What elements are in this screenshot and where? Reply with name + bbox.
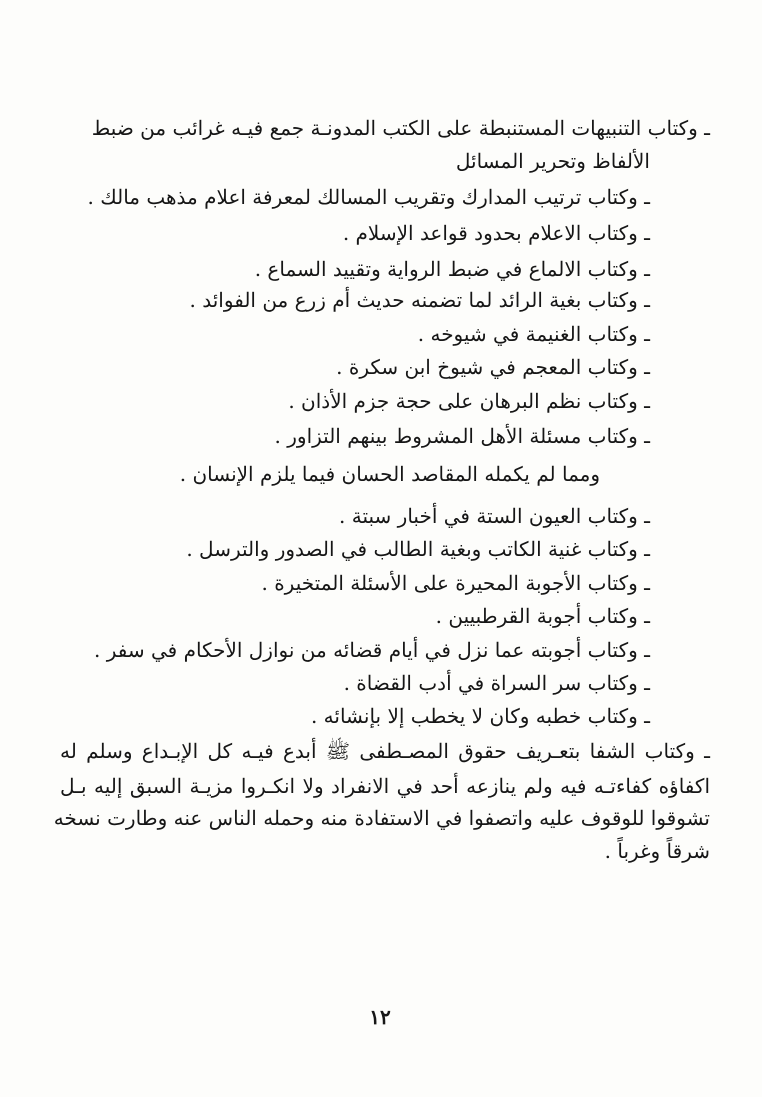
list-item: ـ وكتاب الاعلام بحدود قواعد الإسلام . [342, 221, 650, 245]
list-item: ـ وكتاب غنية الكاتب وبغية الطالب في الصدور والترسل . [186, 537, 650, 561]
list-item: ـ وكتاب الأجوبة المحيرة على الأسئلة المتخيرة . [261, 571, 650, 595]
list-item: ـ وكتاب الغنيمة في شيوخه . [417, 322, 650, 346]
list-item: ـ وكتاب مسئلة الأهل المشروط بينهم التزاور . [274, 424, 650, 448]
list-item: ـ وكتاب سر السراة في أدب القضاة . [343, 671, 650, 695]
list-item: ـ وكتاب العيون الستة في أخبار سبتة . [339, 504, 650, 528]
paragraph-line: شرقاً وغرباً . [604, 839, 710, 863]
list-item: ـ وكتاب أجوبة القرطبيين . [435, 604, 650, 628]
list-item: ـ وكتاب المعجم في شيوخ ابن سكرة . [336, 355, 650, 379]
list-item: ـ وكتاب بغية الرائد لما تضمنه حديث أم زرع من الفوائد . [189, 288, 650, 312]
paragraph-line: تشوقوا للوقوف عليه واتصفوا في الاستفادة منه وحمله الناس عنه وطارت نسخه [53, 806, 710, 830]
page-number: ١٢ [369, 1005, 391, 1029]
list-item: ـ وكتاب نظم البرهان على حجة جزم الأذان . [288, 389, 650, 413]
list-item: ـ وكتاب التنبيهات المستنبطة على الكتب المدونـة جمع فيـه غرائب من ضبط [91, 116, 710, 140]
list-item: ـ وكتاب أجوبته عما نزل في أيام قضائه من نوازل الأحكام في سفر . [94, 638, 650, 662]
list-item: ـ وكتاب الالماع في ضبط الرواية وتقييد السماع . [254, 257, 650, 281]
list-item-continuation: الألفاظ وتحرير المسائل [455, 149, 650, 173]
paragraph-line: ـ وكتاب الشفا بتعـريف حقوق المصـطفى ﷺ أبدع فيـه كل الإبـداع وسلم له [60, 739, 710, 763]
list-item: ـ وكتاب خطبه وكان لا يخطب إلا بإنشائه . [310, 704, 650, 728]
list-item: ـ وكتاب ترتيب المدارك وتقريب المسالك لمعرفة اعلام مذهب مالك . [87, 185, 650, 209]
section-heading: ومما لم يكمله المقاصد الحسان فيما يلزم الإنسان . [179, 462, 600, 486]
paragraph-line: اكفاؤه كفاءتـه فيه ولم ينازعه أحد في الانفراد ولا انكـروا مزيـة السبق إليه بـل [60, 774, 710, 798]
